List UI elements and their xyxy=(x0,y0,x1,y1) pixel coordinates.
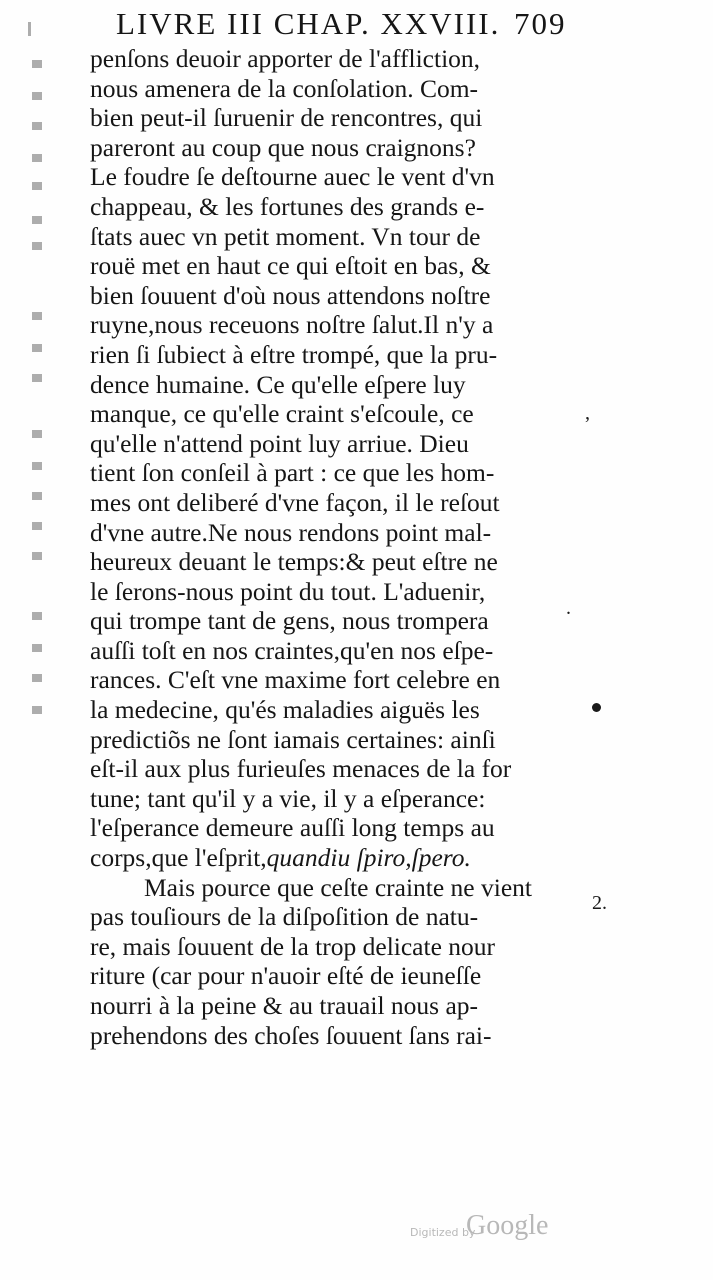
text-line-content: ſtats auec vn petit moment. Vn tour de xyxy=(90,221,481,251)
bleed-mark xyxy=(32,242,42,250)
text-line-content: prehendons des choſes ſouuent ſans rai- xyxy=(90,1020,492,1050)
text-line-content: rien ſi ſubiect à eſtre trompé, que la pru- xyxy=(90,339,498,369)
text-line-content: bien ſouuent d'où nous attendons noſtre xyxy=(90,280,491,310)
text-line-content: eſt-il aux plus furieuſes menaces de la for xyxy=(90,754,512,784)
margin-tick: . xyxy=(566,597,571,619)
text-line xyxy=(90,192,580,222)
text-line xyxy=(90,429,580,459)
text-line-content: tune; tant qu'il y a vie, il y a eſperance: xyxy=(90,783,486,813)
text-line-content: re, mais ſouuent de la trop delicate nour xyxy=(90,931,496,961)
text-line-content: riture (car pour n'auoir eſté de ieuneſſe xyxy=(90,961,482,991)
bleed-mark xyxy=(32,216,42,224)
bleed-mark xyxy=(32,374,42,382)
text-line xyxy=(90,784,580,814)
text-line-content: le ſerons-nous point du tout. L'aduenir, xyxy=(90,576,486,606)
bleed-mark xyxy=(32,122,42,130)
text-line-content: Mais pource que ceſte crainte ne vient xyxy=(144,872,532,902)
text-line xyxy=(90,873,580,903)
text-line-content: nous amenera de la conſolation. Com- xyxy=(90,73,479,103)
text-line xyxy=(90,340,580,370)
text-line-content: nourri à la peine & au trauail nous ap- xyxy=(90,991,479,1020)
text-line xyxy=(90,458,580,488)
bleed-mark xyxy=(32,344,42,352)
text-line xyxy=(90,399,580,429)
text-line xyxy=(90,725,580,755)
text-line xyxy=(90,577,580,607)
text-line xyxy=(90,991,580,1021)
bleed-mark xyxy=(32,492,42,500)
text-line-content: manque, ce qu'elle craint s'eſcoule, ce xyxy=(90,399,474,429)
bleed-mark xyxy=(32,430,42,438)
text-line-content: heureux deuant le temps:& peut eſtre ne xyxy=(90,547,498,577)
margin-note: 2. xyxy=(592,892,607,914)
bleed-mark xyxy=(32,154,42,162)
text-line xyxy=(90,370,580,400)
bleed-mark xyxy=(32,182,42,190)
bleed-mark xyxy=(32,522,42,530)
text-line xyxy=(90,606,580,636)
text-line xyxy=(90,488,580,518)
text-line-content: d'vne autre.Ne nous rendons point mal- xyxy=(90,517,492,547)
text-line-content: qu'elle n'attend point luy arriue. Dieu xyxy=(90,428,469,458)
bleed-mark xyxy=(32,312,42,320)
text-line-content: mes ont deliberé d'vne façon, il le reſout xyxy=(90,487,500,517)
text-line xyxy=(90,74,580,104)
margin-dot xyxy=(592,703,601,712)
text-line-content: auſſi toſt en nos craintes,qu'en nos eſpe- xyxy=(90,635,494,665)
text-line-content: pas touſiours de la diſpoſition de natu- xyxy=(90,902,479,932)
left-margin-bleed xyxy=(26,22,50,742)
text-line xyxy=(90,310,580,340)
digitized-watermark xyxy=(410,1210,570,1246)
bleed-mark xyxy=(32,92,42,100)
text-line-content: corps,que l'eſprit, xyxy=(90,843,267,873)
text-line xyxy=(90,1021,580,1051)
text-line-content: ruyne,nous receuons noſtre ſalut.Il n'y a xyxy=(90,310,494,340)
text-line-content: penſons deuoir apporter de l'affliction, xyxy=(90,44,481,73)
text-line xyxy=(90,695,580,725)
text-line xyxy=(90,843,580,873)
text-line xyxy=(90,222,580,252)
text-line-content: tient ſon conſeil à part : ce que les hom- xyxy=(90,458,495,488)
text-line xyxy=(90,103,580,133)
text-line-content: qui trompe tant de gens, nous trompera xyxy=(90,606,489,636)
text-line-content: rouë met en haut ce qui eſtoit en bas, & xyxy=(90,251,491,281)
latin-quote: quandiu ſpiro,ſpero. xyxy=(266,843,471,873)
text-line xyxy=(90,636,580,666)
text-line xyxy=(90,251,580,281)
text-line-content: bien peut-il ſuruenir de rencontres, qui xyxy=(90,103,483,133)
page-number: 709 xyxy=(514,6,567,41)
bleed-mark xyxy=(32,644,42,652)
text-line xyxy=(90,547,580,577)
text-line xyxy=(90,44,580,74)
text-line xyxy=(90,665,580,695)
bleed-mark xyxy=(32,552,42,560)
text-line-content: rances. C'eſt vne maxime fort celebre en xyxy=(90,665,501,695)
text-line-content: dence humaine. Ce qu'elle eſpere luy xyxy=(90,369,466,399)
text-line-content: pareront au coup que nous craignons? xyxy=(90,132,476,162)
body-text xyxy=(90,44,580,1050)
text-line-content: l'eſperance demeure auſſi long temps au xyxy=(90,813,495,843)
bleed-mark xyxy=(28,22,31,36)
text-line xyxy=(90,961,580,991)
text-line-content: la medecine, qu'és maladies aiguës les xyxy=(90,695,480,725)
text-line xyxy=(90,281,580,311)
text-line-content: Le foudre ſe deſtourne auec le vent d'vn xyxy=(90,162,495,192)
watermark-logo: Google xyxy=(466,1210,549,1241)
text-line xyxy=(90,754,580,784)
bleed-mark xyxy=(32,612,42,620)
text-line xyxy=(90,518,580,548)
text-line-content: predictiõs ne ſont iamais certaines: ainſi xyxy=(90,724,496,754)
text-line xyxy=(90,902,580,932)
running-head-title: LIVRE III CHAP. XXVIII. xyxy=(116,6,501,41)
text-line xyxy=(90,813,580,843)
text-line xyxy=(90,162,580,192)
text-line xyxy=(90,932,580,962)
text-line-content: chappeau, & les fortunes des grands e- xyxy=(90,191,485,221)
running-head xyxy=(96,4,576,44)
bleed-mark xyxy=(32,60,42,68)
text-line xyxy=(90,133,580,163)
bleed-mark xyxy=(32,674,42,682)
bleed-mark xyxy=(32,706,42,714)
bleed-mark xyxy=(32,462,42,470)
margin-tick: ’ xyxy=(584,413,591,435)
watermark-small: Digitized by xyxy=(410,1226,476,1239)
